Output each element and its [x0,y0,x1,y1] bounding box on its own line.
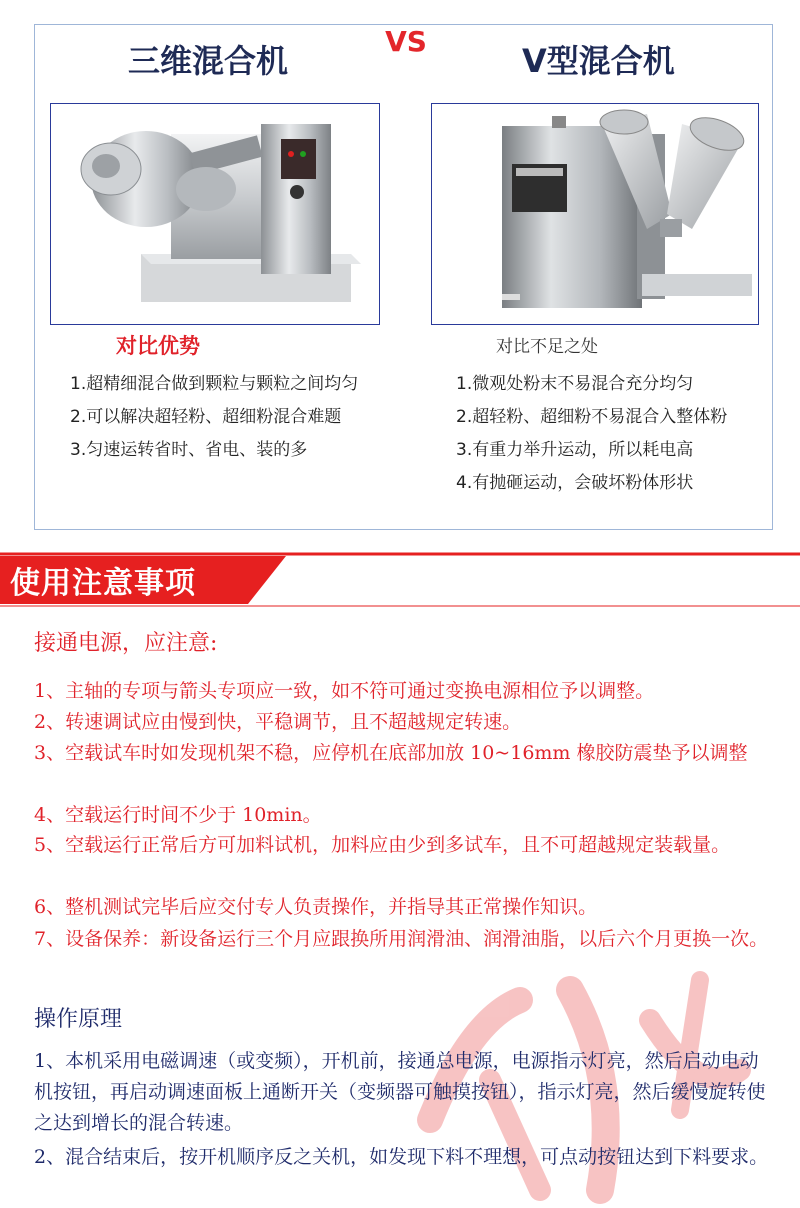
advantages-list [70,368,358,467]
left-machine-title: 三维混合机 [128,42,289,80]
notice-banner-title: 使用注意事项 [10,566,196,601]
notice-item-3: 3、空载试车时如发现机架不稳，应停机在底部加放 10~16mm 橡胶防震垫予以调整 [34,742,748,764]
list-item: 2.可以解决超轻粉、超细粉混合难题 [70,407,342,427]
list-item: 3.匀速运转省时、省电、装的多 [70,440,308,460]
disadvantages-heading: 对比不足之处 [496,337,598,357]
comparison-section [0,0,800,545]
right-machine-title: V型混合机 [522,42,675,80]
notice-item-5: 5、空载运行正常后方可加料试机，加料应由少到多试车，且不可超越规定装载量。 [34,834,731,856]
list-item: 1.微观处粉末不易混合充分均匀 [456,374,694,394]
power-heading: 接通电源，应注意: [34,631,218,656]
notice-item-7: 7、设备保养：新设备运行三个月应跟换所用润滑油、润滑油脂，以后六个月更换一次。 [34,928,769,950]
disadvantages-list [456,368,727,500]
principle-heading: 操作原理 [34,1007,123,1032]
notice-item-6: 6、整机测试完毕后应交付专人负责操作，并指导其正常操作知识。 [34,896,598,918]
notice-item-2: 2、转速调试应由慢到快，平稳调节，且不超越规定转速。 [34,711,522,733]
notice-item-4: 4、空载运行时间不少于 10min。 [34,804,322,826]
notice-item-1: 1、主轴的专项与箭头专项应一致，如不符可通过变换电源相位予以调整。 [34,680,655,702]
principle-item-1: 1、本机采用电磁调速（或变频），开机前，接通总电源，电源指示灯亮，然后启动电动机按钮，再启动调速面板上通断开关（变频器可触摸按钮），指示灯亮，然后缓慢旋转使之达到增长的混合转速。 [34,1050,766,1134]
list-item: 2.超轻粉、超细粉不易混合入整体粉 [456,407,728,427]
list-item: 3.有重力举升运动，所以耗电高 [456,440,694,460]
vs-label: VS [385,25,427,58]
list-item: 4.有抛砸运动，会破坏粉体形状 [456,473,694,493]
list-item: 1.超精细混合做到颗粒与颗粒之间均匀 [70,374,359,394]
v-mixer-photo [431,103,759,325]
principle-item-2: 2、混合结束后，按开机顺序反之关机，如发现下料不理想，可点动按钮达到下料要求。 [34,1146,769,1168]
three-d-mixer-photo [50,103,380,325]
advantages-heading: 对比优势 [116,334,200,358]
